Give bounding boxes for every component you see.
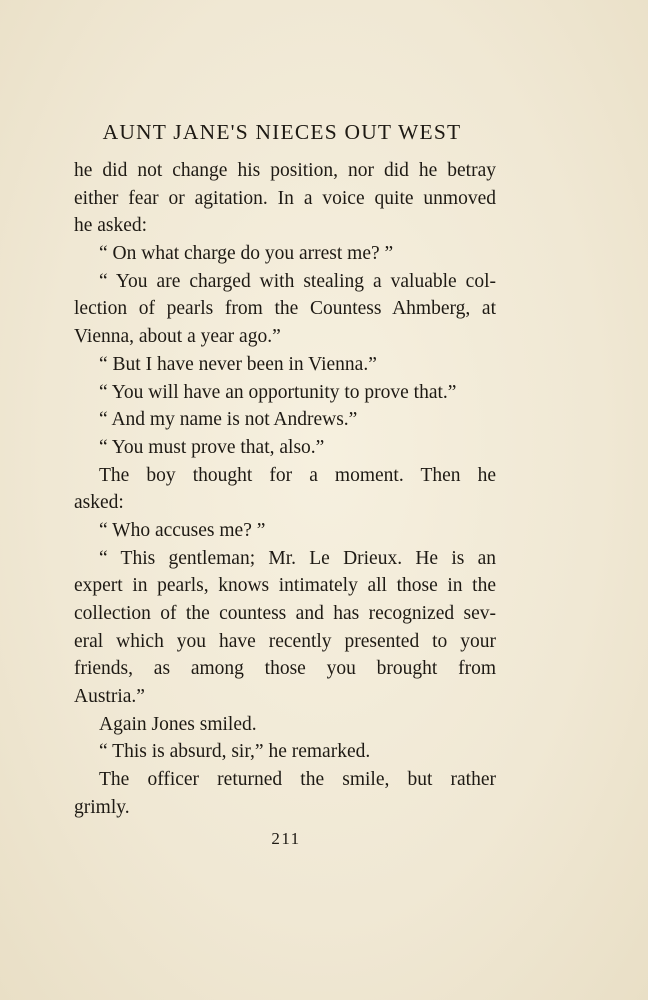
text-line: “ This is absurd, sir,” he remarked. (99, 741, 371, 763)
text-line: collection of the countess and has recognized sev- (74, 603, 496, 624)
text-line: “ And my name is not Andrews.” (99, 409, 358, 431)
text-line: “ You must prove that, also.” (99, 436, 325, 458)
text-line: “ But I have never been in Vienna.” (99, 353, 377, 375)
text-line: Austria.” (74, 686, 145, 708)
body-text (74, 157, 496, 822)
text-line: he asked: (74, 215, 148, 237)
text-line: either fear or agitation. In a voice quite unmoved (74, 187, 496, 209)
text-line: “ On what charge do you arrest me? ” (99, 243, 394, 265)
text-line: Vienna, about a year ago.” (74, 326, 281, 348)
text-line: The boy thought for a moment. Then he (99, 464, 496, 486)
text-line: expert in pearls, knows intimately all those in the (74, 575, 496, 597)
text-line: asked: (74, 492, 124, 514)
text-line: “ You will have an opportunity to prove that.” (99, 381, 457, 403)
page-number: 211 (271, 829, 301, 848)
text-line: lection of pearls from the Countess Ahmberg, at (74, 298, 496, 320)
text-line: “ This gentleman; Mr. Le Drieux. He is an (99, 547, 496, 569)
text-line: friends, as among those you brought from (74, 658, 496, 680)
running-head: AUNT JANE'S NIECES OUT WEST (102, 120, 462, 144)
text-line: eral which you have recently presented to your (74, 630, 496, 652)
text-line: Again Jones smiled. (99, 713, 257, 735)
text-line: The officer returned the smile, but rather (99, 769, 496, 791)
text-line: grimly. (74, 796, 130, 818)
text-line: he did not change his position, nor did he betray (74, 160, 496, 181)
text-line: “ You are charged with stealing a valuable col- (99, 270, 496, 292)
text-line: “ Who accuses me? ” (99, 519, 266, 541)
